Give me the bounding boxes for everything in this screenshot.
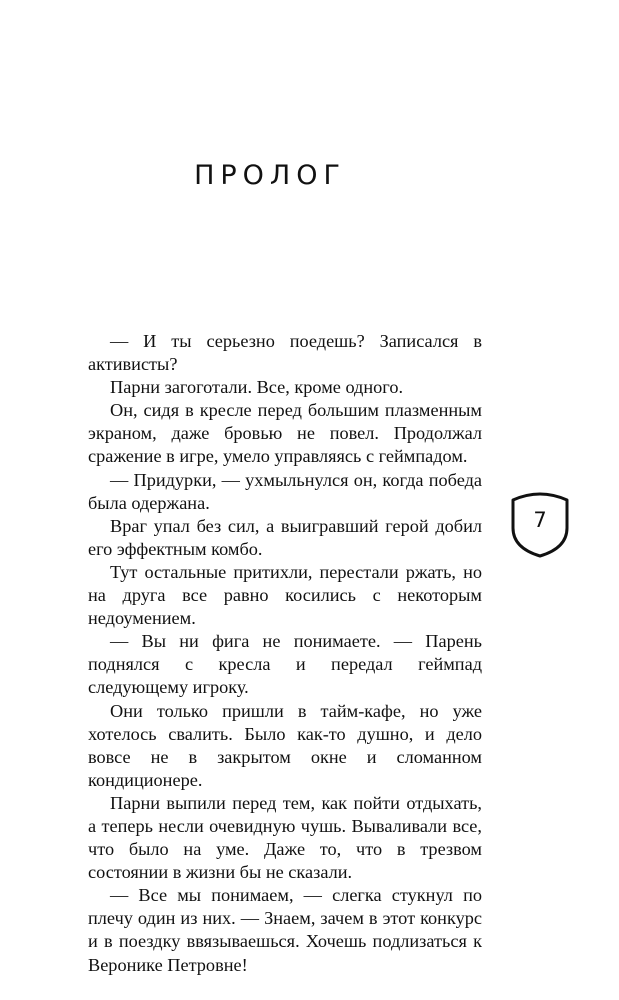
paragraph: Они только пришли в тайм-кафе, но уже хотелось свалить. Было как-то душно, и дело вовсе не в закрытом окне и сломанном кондиционере.: [88, 700, 482, 790]
paragraph: — Вы ни фига не понимаете. — Парень поднялся с кресла и передал геймпад следующему игроку.: [88, 631, 482, 698]
paragraph: — Придурки, — ухмыльнулся он, когда победа была одержана.: [88, 469, 482, 513]
body-text: [88, 330, 482, 977]
paragraph: Парни загоготали. Все, кроме одного.: [110, 377, 404, 398]
paragraph: Враг упал без сил, а выигравший герой добил его эффектным комбо.: [88, 515, 482, 559]
paragraph: Тут остальные притихли, перестали ржать, но на друга все равно косились с некоторым недоумением.: [88, 561, 482, 629]
chapter-title: ПРОЛОГ: [194, 160, 346, 192]
paragraph: Он, сидя в кресле перед большим плазменным экраном, даже бровью не повел. Продолжал сражение в игре, умело управляясь с геймпадом.: [88, 400, 482, 467]
page-number: 7: [533, 508, 547, 532]
paragraph: — И ты серьезно поедешь? Записался в активисты?: [88, 331, 482, 375]
paragraph: — Все мы понимаем, — слегка стукнул по плечу один из них. — Знаем, зачем в этот конкурс и в поездку ввязываешься. Хочешь подлизаться к Веронике Петровне!: [88, 885, 482, 975]
paragraph: Парни выпили перед тем, как пойти отдыхать, а теперь несли очевидную чушь. Вываливали все, что было на уме. Даже то, что в трезвом состоянии в жизни бы не сказали.: [88, 792, 482, 883]
